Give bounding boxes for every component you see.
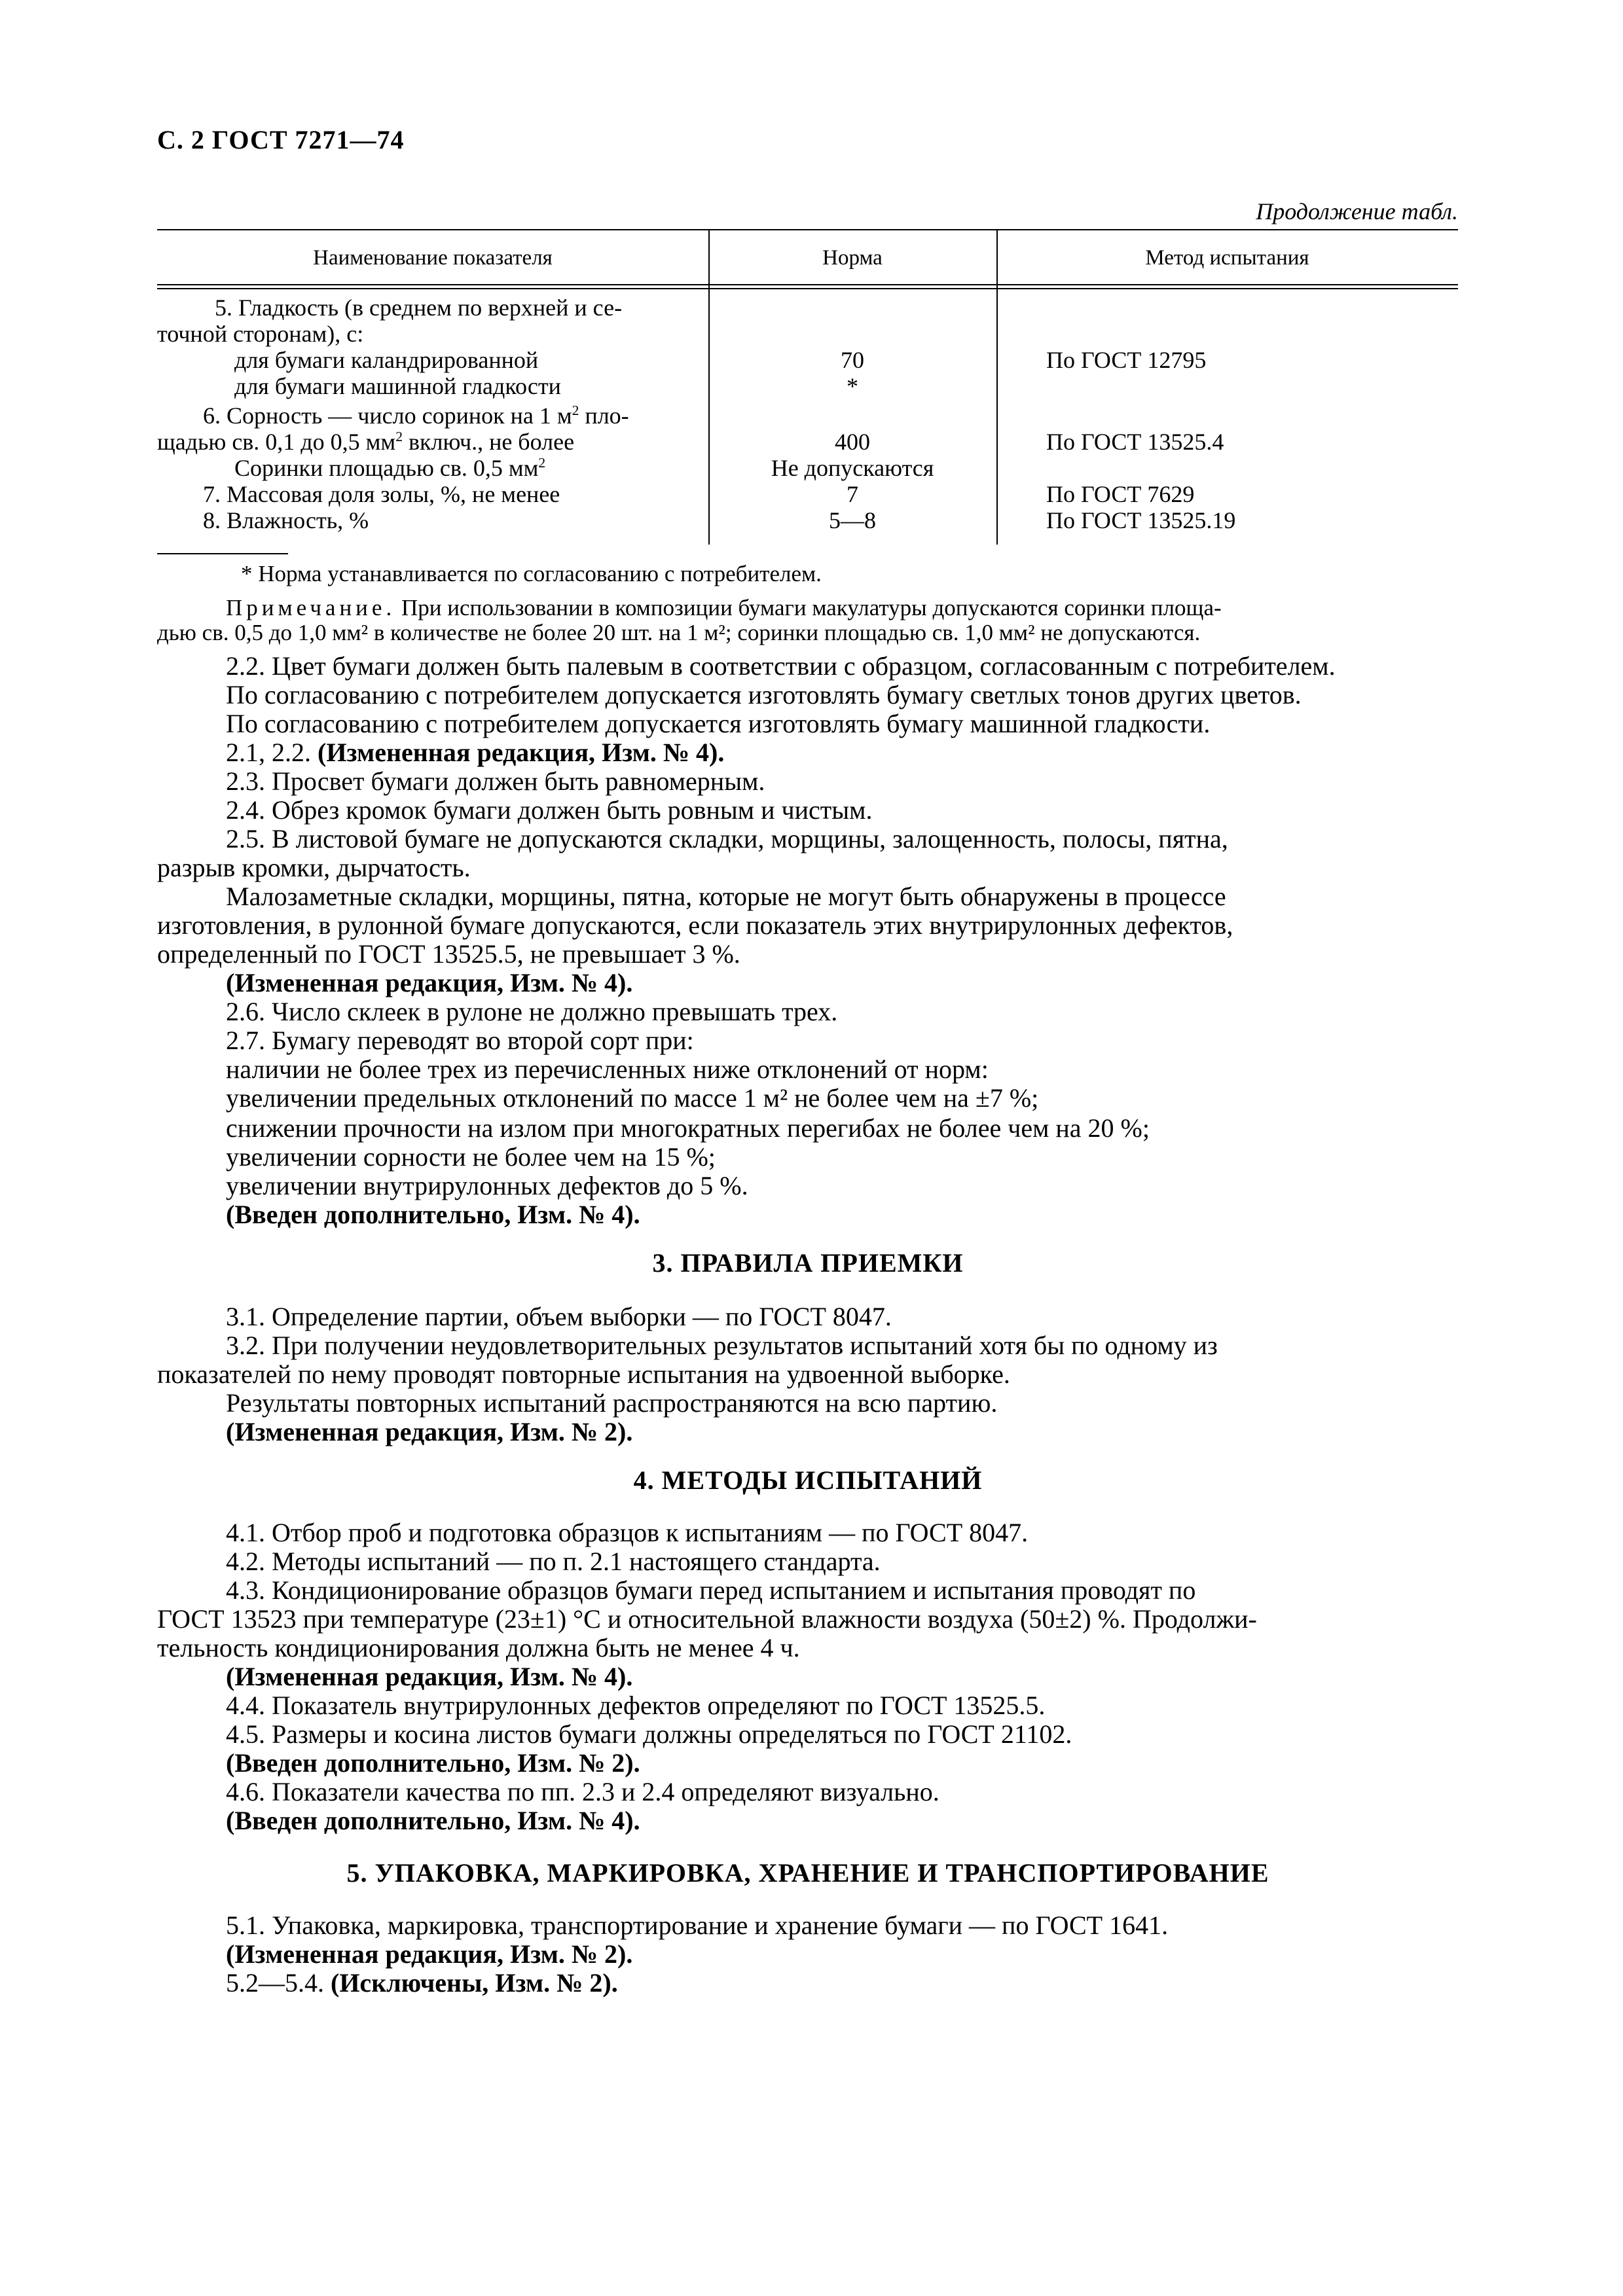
paragraph-line: определенный по ГОСТ 13525.5, не превышает 3 %. xyxy=(157,939,740,969)
paragraph-line: 4.3. Кондиционирование образцов бумаги перед испытанием и испытания проводят по xyxy=(226,1575,1196,1605)
list-item: увеличении сорности не более чем на 15 %; xyxy=(226,1142,716,1172)
paragraph-line: 4.2. Методы испытаний — по п. 2.1 настоящего стандарта. xyxy=(226,1547,881,1576)
paragraph-line: Результаты повторных испытаний распространяются на всю партию. xyxy=(226,1388,998,1418)
note-line: Примечание. При использовании в композиции бумаги макулатуры допускаются соринки площа- xyxy=(226,595,1222,620)
paragraph-line: 2.5. В листовой бумаге не допускаются складки, морщины, залощенность, полосы, пятна, xyxy=(226,824,1228,853)
list-item: увеличении предельных отклонений по массе 1 м² не более чем на ±7 %; xyxy=(226,1083,1039,1113)
paragraph-line: По согласованию с потребителем допускается изготовлять бумагу машинной гладкости. xyxy=(226,709,1211,738)
paragraph-line: 4.4. Показатель внутрирулонных дефектов определяют по ГОСТ 13525.5. xyxy=(226,1691,1046,1720)
paragraph-line: 2.4. Обрез кромок бумаги должен быть ровным и чистым. xyxy=(226,795,873,825)
amendment-line: (Измененная редакция, Изм. № 2). xyxy=(226,1417,633,1446)
amendment-line: (Измененная редакция, Изм. № 2). xyxy=(226,1939,633,1969)
table-norm-value: * xyxy=(847,373,858,399)
table-top-rule xyxy=(157,229,1458,230)
table-norm-value: 5—8 xyxy=(829,507,876,533)
amendment-line: (Введен дополнительно, Изм. № 4). xyxy=(226,1806,640,1835)
table-norm-value: 7 xyxy=(847,481,858,507)
table-norm-value: 400 xyxy=(835,429,870,455)
amendment-line: (Введен дополнительно, Изм. № 2). xyxy=(226,1748,640,1778)
table-footnote: * Норма устанавливается по согласованию с потребителем. xyxy=(241,561,822,586)
paragraph-line: 2.7. Бумагу переводят во второй сорт при: xyxy=(226,1026,694,1055)
list-item: увеличении внутрирулонных дефектов до 5 %. xyxy=(226,1171,748,1200)
table-method-value: По ГОСТ 7629 xyxy=(1046,481,1195,507)
paragraph-line: 2.2. Цвет бумаги должен быть палевым в соответствии с образцом, согласованным с потребителем. xyxy=(226,651,1336,681)
table-norm-value: Не допускаются xyxy=(771,455,934,481)
paragraph-line: 5.1. Упаковка, маркировка, транспортирование и хранение бумаги — по ГОСТ 1641. xyxy=(226,1910,1169,1940)
table-row-text: щадью св. 0,1 до 0,5 $мм^2$ включ., не более xyxy=(157,429,575,455)
note-line: дью св. 0,5 до 1,0 мм² в количестве не более 20 шт. на 1 м²; соринки площадью св. 1,0 мм² не допускаются. xyxy=(157,620,1201,645)
paragraph-line: 2.6. Число склеек в рулоне не должно превышать трех. xyxy=(226,997,838,1026)
paragraph-line: ГОСТ 13523 при температуре (23±1) °С и относительной влажности воздуха (50±2) %. Продолжи- xyxy=(157,1604,1257,1634)
table-col-divider xyxy=(996,229,998,545)
table-row-text: 6. Сорность — число соринок на 1 $м^2$ пло- xyxy=(203,403,629,429)
table-method-value: По ГОСТ 13525.19 xyxy=(1046,507,1236,533)
page-header: С. 2 ГОСТ 7271—74 xyxy=(157,125,405,154)
amendment-line: (Введен дополнительно, Изм. № 4). xyxy=(226,1200,640,1229)
paragraph-line: тельность кондиционирования должна быть не менее 4 ч. xyxy=(157,1633,800,1662)
amendment-line: (Измененная редакция, Изм. № 4). xyxy=(226,1662,633,1691)
paragraph-line: изготовления, в рулонной бумаге допускаются, если показатель этих внутрирулонных дефектов, xyxy=(157,910,1233,940)
column-header-method: Метод испытания xyxy=(1145,246,1309,270)
amendment-line: 2.1, 2.2. (Измененная редакция, Изм. № 4). xyxy=(226,738,725,767)
table-row-text: 5. Гладкость (в среднем по верхней и се- xyxy=(215,295,623,321)
column-header-indicator: Наименование показателя xyxy=(313,246,553,270)
table-continuation-label: Продолжение табл. xyxy=(1256,198,1458,224)
table-norm-value: 70 xyxy=(841,347,864,373)
paragraph-line: По согласованию с потребителем допускается изготовлять бумагу светлых тонов других цветов. xyxy=(226,680,1302,709)
amendment-line: 5.2—5.4. (Исключены, Изм. № 2). xyxy=(226,1968,618,1998)
paragraph-line: 3.1. Определение партии, объем выборки — по ГОСТ 8047. xyxy=(226,1302,892,1331)
paragraph-line: разрыв кромки, дырчатость. xyxy=(157,853,471,882)
table-row-text: для бумаги машинной гладкости xyxy=(234,373,561,399)
column-header-norm: Норма xyxy=(822,246,883,270)
paragraph-line: 3.2. При получении неудовлетворительных результатов испытаний хотя бы по одному из xyxy=(226,1331,1218,1360)
table-row-text: Соринки площадью св. 0,5 $мм^2$ xyxy=(234,455,546,481)
paragraph-line: показателей по нему проводят повторные испытания на удвоенной выборке. xyxy=(157,1359,1010,1389)
paragraph-line: 2.3. Просвет бумаги должен быть равномерным. xyxy=(226,766,765,796)
list-item: наличии не более трех из перечисленных ниже отклонений от норм: xyxy=(226,1054,989,1084)
section-heading-4: 4. МЕТОДЫ ИСПЫТАНИЙ xyxy=(633,1465,983,1495)
table-method-value: По ГОСТ 12795 xyxy=(1046,347,1207,373)
table-header-rule xyxy=(157,284,1458,285)
specs-table xyxy=(157,229,1458,545)
paragraph-line: 4.1. Отбор проб и подготовка образцов к испытаниям — по ГОСТ 8047. xyxy=(226,1518,1029,1547)
table-header-rule-double xyxy=(157,288,1458,289)
footnote-rule xyxy=(157,553,288,554)
table-row-text: 7. Массовая доля золы, %, не менее xyxy=(203,481,560,507)
table-row-text: точной сторонам), с: xyxy=(157,321,364,347)
paragraph-line: 4.6. Показатели качества по пп. 2.3 и 2.4 определяют визуально. xyxy=(226,1777,939,1806)
table-method-value: По ГОСТ 13525.4 xyxy=(1046,429,1224,455)
section-heading-5: 5. УПАКОВКА, МАРКИРОВКА, ХРАНЕНИЕ И ТРАНСПОРТИРОВАНИЕ xyxy=(346,1858,1269,1888)
paragraph-line: Малозаметные складки, морщины, пятна, которые не могут быть обнаружены в процессе xyxy=(226,882,1226,911)
list-item: снижении прочности на излом при многократных перегибах не более чем на 20 %; xyxy=(226,1113,1150,1143)
table-row-text: 8. Влажность, % xyxy=(203,507,369,533)
table-row-text: для бумаги каландрированной xyxy=(234,347,539,373)
paragraph-line: 4.5. Размеры и косина листов бумаги должны определяться по ГОСТ 21102. xyxy=(226,1719,1072,1749)
amendment-line: (Измененная редакция, Изм. № 4). xyxy=(226,968,633,997)
note-label: Примечание. xyxy=(226,595,396,620)
section-heading-3: 3. ПРАВИЛА ПРИЕМКИ xyxy=(652,1248,964,1278)
